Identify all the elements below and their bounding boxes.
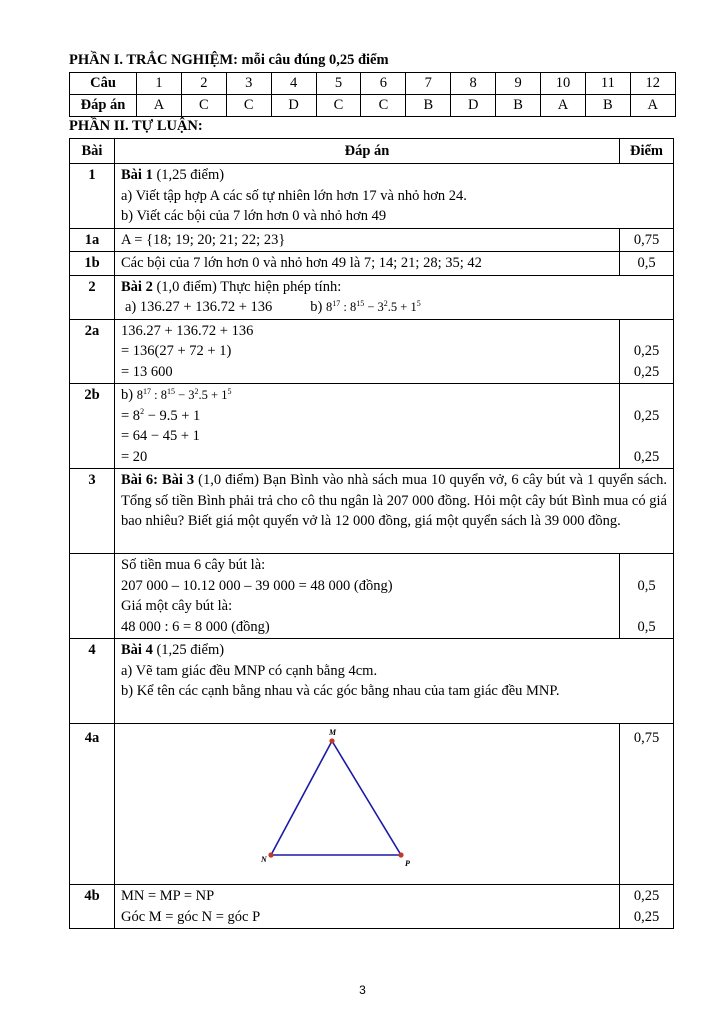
problem-title-line — [121, 640, 669, 661]
part-b-label: b) — [310, 299, 326, 315]
answer-score — [620, 319, 674, 384]
score-line: 0,25 — [633, 448, 660, 465]
problem-number: 4 — [70, 639, 115, 724]
solution-line: MN = MP = NP — [121, 888, 215, 904]
answer-cell: B — [496, 95, 541, 117]
problem-title-line — [121, 277, 669, 298]
solution-line: 207 000 – 10.12 000 – 39 000 = 48 000 (đồng) — [121, 577, 393, 594]
solution-line: = 13 600 — [121, 363, 173, 380]
part1-heading: PHẦN I. TRẮC NGHIỆM: mỗi câu đúng 0,25 điểm — [69, 52, 389, 68]
answer-cell: A — [630, 95, 675, 117]
column-header-bai: Bài — [70, 139, 115, 164]
answer-number: 2a — [70, 319, 115, 384]
score-line: 0,25 — [633, 407, 660, 424]
question-number-row — [70, 73, 676, 95]
answer-text — [115, 319, 620, 384]
problem-number: 3 — [70, 469, 115, 554]
problem-statement — [115, 469, 674, 554]
solution-line: Giá một cây bút là: — [121, 598, 233, 614]
vertex-p-dot — [398, 852, 403, 857]
answer-4a-row — [70, 724, 674, 885]
answer-text — [115, 554, 620, 639]
problem-4-row — [70, 639, 674, 724]
statement-paragraph — [121, 470, 669, 532]
vertex-n-label: N — [261, 855, 267, 864]
answer-score — [620, 554, 674, 639]
part2-heading: PHẦN II. TỰ LUẬN: — [69, 118, 203, 134]
statement-line-a: a) Viết tập hợp A các số tự nhiên lớn hơn 17 và nhỏ hơn 24. — [121, 187, 467, 204]
row-label-question: Câu — [70, 73, 137, 95]
question-number: 11 — [585, 73, 630, 95]
problem-1-row — [70, 164, 674, 229]
essay-answer-table — [69, 138, 674, 929]
page-number: 3 — [359, 983, 366, 997]
points-note: (1,25 điểm) — [152, 167, 225, 183]
score-line: 0,5 — [637, 577, 656, 594]
question-number: 12 — [630, 73, 675, 95]
answer-text: A = {18; 19; 20; 21; 22; 23} — [115, 228, 620, 252]
answer-3-row — [70, 554, 674, 639]
statement-math-line — [121, 297, 669, 318]
part-b-expression: $8^{17}$ : $8^{15} - 3^2.5 + 1^5$ — [325, 298, 421, 314]
score-line: 0,25 — [633, 343, 660, 359]
points-note: (1,0 điểm) Thực hiện phép tính: — [152, 278, 342, 295]
question-number: 4 — [271, 73, 316, 95]
answer-cell: A — [137, 95, 182, 117]
solution-line: 136.27 + 136.72 + 136 — [121, 322, 254, 339]
table-header-row — [70, 139, 674, 164]
answer-2b-row — [70, 384, 674, 469]
answer-score: 0,75 — [620, 228, 674, 252]
row-label-answer: Đáp án — [70, 95, 137, 117]
vertex-m-dot — [329, 738, 334, 743]
answer-cell: C — [361, 95, 406, 117]
points-note: (1,25 điểm) — [152, 642, 225, 658]
answer-cell: B — [406, 95, 451, 117]
answer-score — [620, 885, 674, 929]
question-number: 2 — [181, 73, 226, 95]
multiple-choice-answer-table — [69, 72, 676, 117]
answer-cell: C — [181, 95, 226, 117]
solution-line: 48 000 : 6 = 8 000 (đồng) — [121, 618, 270, 635]
problem-title: Bài 4 — [121, 642, 153, 658]
question-number: 5 — [316, 73, 361, 95]
answer-number: 4a — [70, 724, 115, 885]
answer-cell: C — [316, 95, 361, 117]
solution-line: = 136(27 + 72 + 1) — [121, 343, 232, 359]
triangle-edge-mn — [271, 741, 332, 855]
problem-statement — [115, 275, 674, 319]
solution-line: = 20 — [121, 448, 148, 465]
vertex-p-label: P — [405, 859, 410, 868]
problem-title-line — [121, 165, 669, 186]
problem-statement — [115, 164, 674, 229]
answer-4b-row — [70, 885, 674, 929]
triangle-edge-mp — [332, 741, 401, 855]
answer-score: 0,75 — [620, 724, 674, 885]
score-line: 0,25 — [633, 363, 660, 380]
statement-line-b: b) Kể tên các cạnh bằng nhau và các góc bằng nhau của tam giác đều MNP. — [121, 683, 560, 699]
answer-cell: D — [271, 95, 316, 117]
answer-2a-row — [70, 319, 674, 384]
problem-3-row — [70, 469, 674, 554]
vertex-m-label: M — [329, 728, 337, 737]
problem-statement — [115, 639, 674, 724]
problem-title: Bài 2 — [121, 278, 153, 295]
problem-2-row — [70, 275, 674, 319]
problem-number: 1 — [70, 164, 115, 229]
answer-1a-row — [70, 228, 674, 252]
answer-cell: A — [541, 95, 586, 117]
answer-row — [70, 95, 676, 117]
solution-line: b) $8^{17}$ : $8^{15} - 3^2.5 + 1^5$ — [121, 386, 232, 403]
score-line: 0,5 — [637, 618, 656, 635]
question-number: 3 — [226, 73, 271, 95]
problem-title: Bài 1 — [121, 167, 153, 183]
answer-text: Các bội của 7 lớn hơn 0 và nhỏ hơn 49 là 7; 14; 21; 28; 35; 42 — [115, 252, 620, 276]
answer-score: 0,5 — [620, 252, 674, 276]
question-number: 1 — [137, 73, 182, 95]
problem-title: Bài 6: Bài 3 — [121, 472, 195, 488]
answer-number: 1a — [70, 228, 115, 252]
answer-number: 1b — [70, 252, 115, 276]
statement-line-b: b) Viết các bội của 7 lớn hơn 0 và nhỏ hơn 49 — [121, 208, 387, 224]
score-line: 0,25 — [633, 908, 660, 925]
solution-line: = $8^2 - 9.5 + 1$ — [121, 406, 201, 424]
answer-text — [115, 885, 620, 929]
column-header-dapan: Đáp án — [115, 139, 620, 164]
triangle-figure-cell — [115, 724, 620, 885]
answer-cell: D — [451, 95, 496, 117]
answer-1b-row — [70, 252, 674, 276]
equilateral-triangle-mnp — [261, 728, 468, 879]
solution-line: = 64 − 45 + 1 — [121, 428, 200, 444]
answer-cell: B — [585, 95, 630, 117]
answer-score — [620, 384, 674, 469]
answer-number: 4b — [70, 885, 115, 929]
part-a-expression: a) 136.27 + 136.72 + 136 — [125, 299, 273, 315]
solution-line: Góc M = góc N = góc P — [121, 908, 261, 925]
column-header-diem: Điểm — [620, 139, 674, 164]
answer-number: 2b — [70, 384, 115, 469]
question-number: 10 — [541, 73, 586, 95]
statement-line-a: a) Vẽ tam giác đều MNP có cạnh bằng 4cm. — [121, 662, 378, 679]
question-number: 8 — [451, 73, 496, 95]
question-number: 9 — [496, 73, 541, 95]
answer-cell: C — [226, 95, 271, 117]
problem-number: 2 — [70, 275, 115, 319]
score-line: 0,25 — [633, 888, 660, 904]
statement-text: (1,0 điểm) Bạn Bình vào nhà sách mua 10 quyển vở, 6 cây bút và 1 quyển sách. Tổng số tiền Bình phải trả cho cô thu ngân là 207 000 đồng. Hỏi một cây bút Bình mua có giá bao nhiêu? Biết giá một quyển vở là 12 000 đồng, giá một quyển sách là 39 000 đồng. — [121, 472, 667, 529]
vertex-n-dot — [268, 852, 273, 857]
question-number: 6 — [361, 73, 406, 95]
answer-text — [115, 384, 620, 469]
question-number: 7 — [406, 73, 451, 95]
empty-number-cell — [70, 554, 115, 639]
solution-line: Số tiền mua 6 cây bút là: — [121, 557, 266, 573]
